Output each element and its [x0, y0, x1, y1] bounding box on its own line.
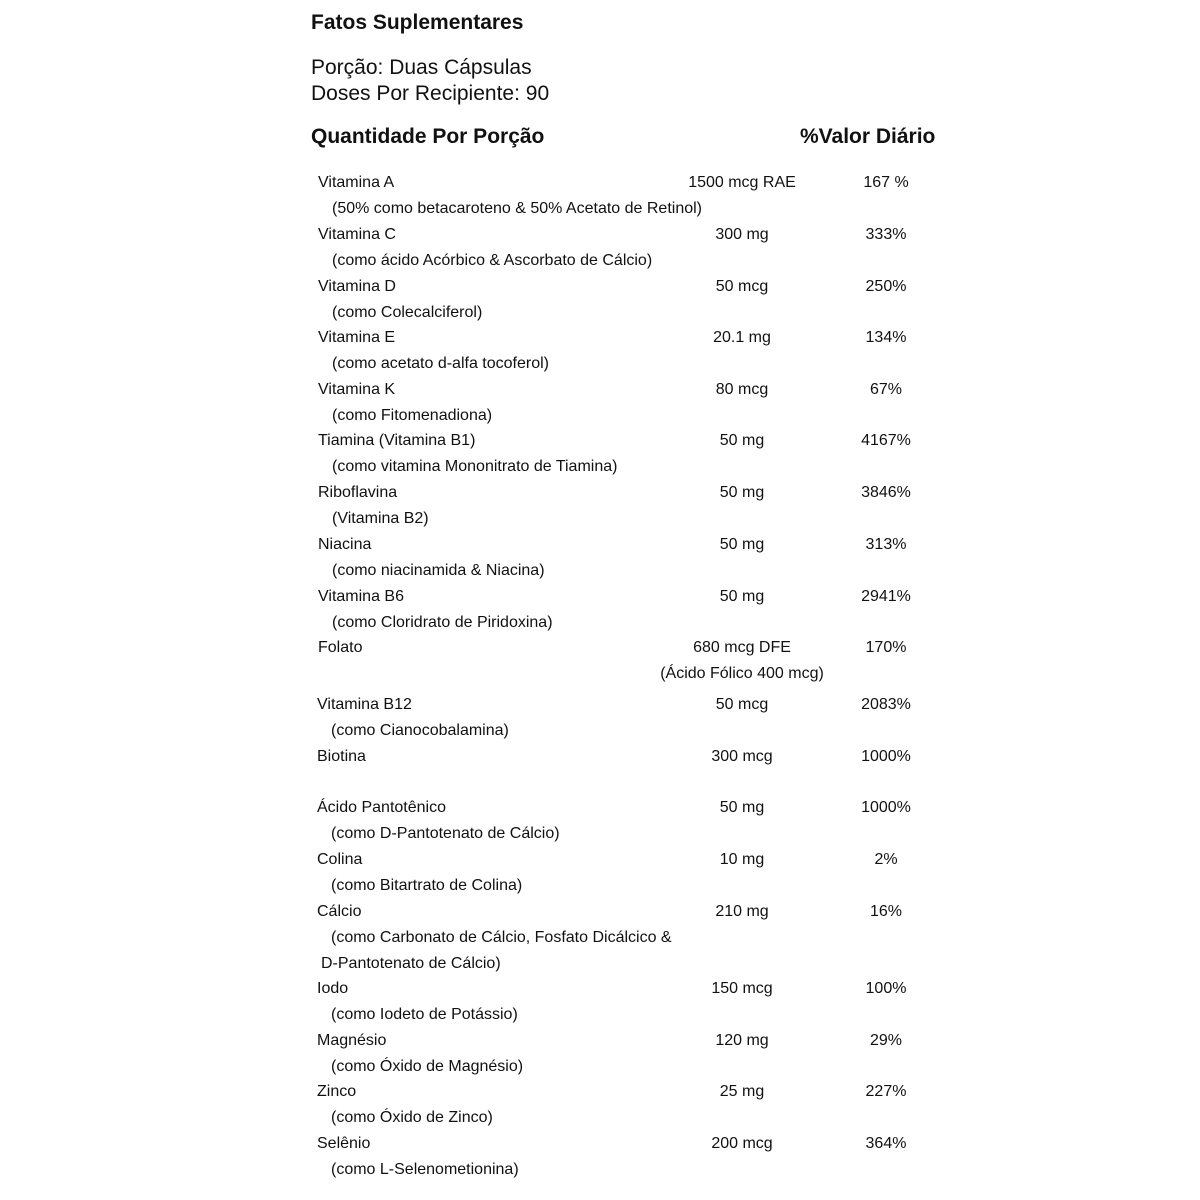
- nutrient-detail: (como Cloridrato de Piridoxina): [332, 614, 553, 631]
- nutrient-daily-value: 333%: [865, 226, 907, 243]
- nutrient-name: Riboflavina: [318, 484, 398, 501]
- nutrient-amount: 50 mg: [719, 588, 765, 605]
- nutrient-detail: (como Carbonato de Cálcio, Fosfato Dicálcico &: [331, 929, 672, 946]
- nutrient-amount: 80 mcg: [715, 381, 769, 398]
- nutrient-name: Vitamina B12: [317, 696, 412, 713]
- nutrient-daily-value: 2941%: [861, 588, 911, 605]
- nutrient-name: Vitamina E: [318, 329, 396, 346]
- nutrient-detail: (como Iodeto de Potássio): [331, 1006, 518, 1023]
- nutrient-name: Vitamina C: [318, 226, 396, 243]
- nutrient-name: Biotina: [317, 748, 366, 765]
- nutrient-daily-value: 67%: [869, 381, 903, 398]
- serving-size: Porção: Duas Cápsulas: [311, 56, 532, 79]
- nutrient-amount: 20.1 mg: [713, 329, 771, 346]
- nutrient-daily-value: 4167%: [861, 432, 911, 449]
- nutrient-daily-value: 313%: [865, 536, 907, 553]
- nutrient-detail: (como acetato d-alfa tocoferol): [332, 355, 549, 372]
- nutrient-daily-value: 29%: [869, 1032, 903, 1049]
- nutrient-amount: 50 mcg: [715, 696, 769, 713]
- nutrient-amount: 210 mg: [715, 903, 769, 920]
- nutrient-name: Folato: [318, 639, 363, 656]
- nutrient-detail: (como Óxido de Zinco): [331, 1109, 493, 1126]
- nutrient-amount: 1500 mcg RAE: [688, 174, 796, 191]
- nutrient-amount: 25 mg: [719, 1083, 765, 1100]
- nutrient-name: Vitamina B6: [318, 588, 404, 605]
- nutrient-daily-value: 3846%: [861, 484, 911, 501]
- nutrient-amount: 10 mg: [719, 851, 765, 868]
- nutrient-daily-value: 100%: [865, 980, 907, 997]
- nutrient-detail: (como Fitomenadiona): [332, 407, 493, 424]
- nutrient-detail: (como Óxido de Magnésio): [331, 1058, 524, 1075]
- nutrient-name: Colina: [317, 851, 363, 868]
- nutrient-amount: 120 mg: [715, 1032, 769, 1049]
- nutrient-name: Tiamina (Vitamina B1): [318, 432, 476, 449]
- servings-per-container: Doses Por Recipiente: 90: [311, 82, 550, 105]
- nutrient-detail: D-Pantotenato de Cálcio): [321, 955, 501, 972]
- nutrient-detail: (50% como betacaroteno & 50% Acetato de Retinol): [332, 200, 702, 217]
- nutrient-daily-value: 134%: [865, 329, 907, 346]
- nutrient-amount: 300 mg: [715, 226, 769, 243]
- nutrient-name: Vitamina D: [318, 278, 396, 295]
- nutrient-amount: 680 mcg DFE: [693, 639, 791, 656]
- nutrient-amount: 50 mcg: [715, 278, 769, 295]
- nutrient-daily-value: 364%: [865, 1135, 907, 1152]
- nutrient-detail: (Vitamina B2): [332, 510, 429, 527]
- nutrient-name: Magnésio: [317, 1032, 387, 1049]
- nutrient-name: Ácido Pantotênico: [317, 799, 446, 816]
- page-title: Fatos Suplementares: [311, 11, 524, 34]
- nutrient-amount-detail: (Ácido Fólico 400 mcg): [660, 665, 824, 682]
- nutrient-name: Selênio: [317, 1135, 371, 1152]
- nutrient-daily-value: 2083%: [861, 696, 911, 713]
- nutrient-name: Cálcio: [317, 903, 362, 920]
- nutrient-daily-value: 250%: [865, 278, 907, 295]
- nutrient-detail: (como Bitartrato de Colina): [331, 877, 523, 894]
- nutrient-name: Zinco: [317, 1083, 357, 1100]
- nutrient-name: Niacina: [318, 536, 372, 553]
- nutrient-detail: (como vitamina Mononitrato de Tiamina): [332, 458, 618, 475]
- nutrient-amount: 50 mg: [719, 432, 765, 449]
- nutrient-detail: (como niacinamida & Niacina): [332, 562, 545, 579]
- nutrient-daily-value: 2%: [874, 851, 898, 868]
- nutrient-daily-value: 16%: [869, 903, 903, 920]
- nutrient-daily-value: 227%: [865, 1083, 907, 1100]
- nutrient-amount: 50 mg: [719, 484, 765, 501]
- nutrient-detail: (como Colecalciferol): [332, 304, 483, 321]
- nutrient-amount: 50 mg: [719, 799, 765, 816]
- nutrient-daily-value: 170%: [865, 639, 907, 656]
- nutrient-daily-value: 1000%: [861, 748, 911, 765]
- nutrient-detail: (como D-Pantotenato de Cálcio): [331, 825, 560, 842]
- amount-header: Quantidade Por Porção: [311, 125, 545, 148]
- nutrient-detail: (como ácido Acórbico & Ascorbato de Cálcio): [332, 252, 653, 269]
- nutrient-name: Iodo: [317, 980, 349, 997]
- nutrient-daily-value: 1000%: [861, 799, 911, 816]
- nutrient-amount: 150 mcg: [711, 980, 773, 997]
- nutrient-amount: 300 mcg: [711, 748, 773, 765]
- nutrient-name: Vitamina K: [318, 381, 396, 398]
- nutrient-amount: 200 mcg: [711, 1135, 773, 1152]
- nutrient-detail: (como L-Selenometionina): [331, 1161, 519, 1178]
- nutrient-daily-value: 167 %: [863, 174, 909, 191]
- nutrient-name: Vitamina A: [318, 174, 395, 191]
- nutrient-detail: (como Cianocobalamina): [331, 722, 509, 739]
- daily-value-header: %Valor Diário: [800, 125, 936, 148]
- nutrient-amount: 50 mg: [719, 536, 765, 553]
